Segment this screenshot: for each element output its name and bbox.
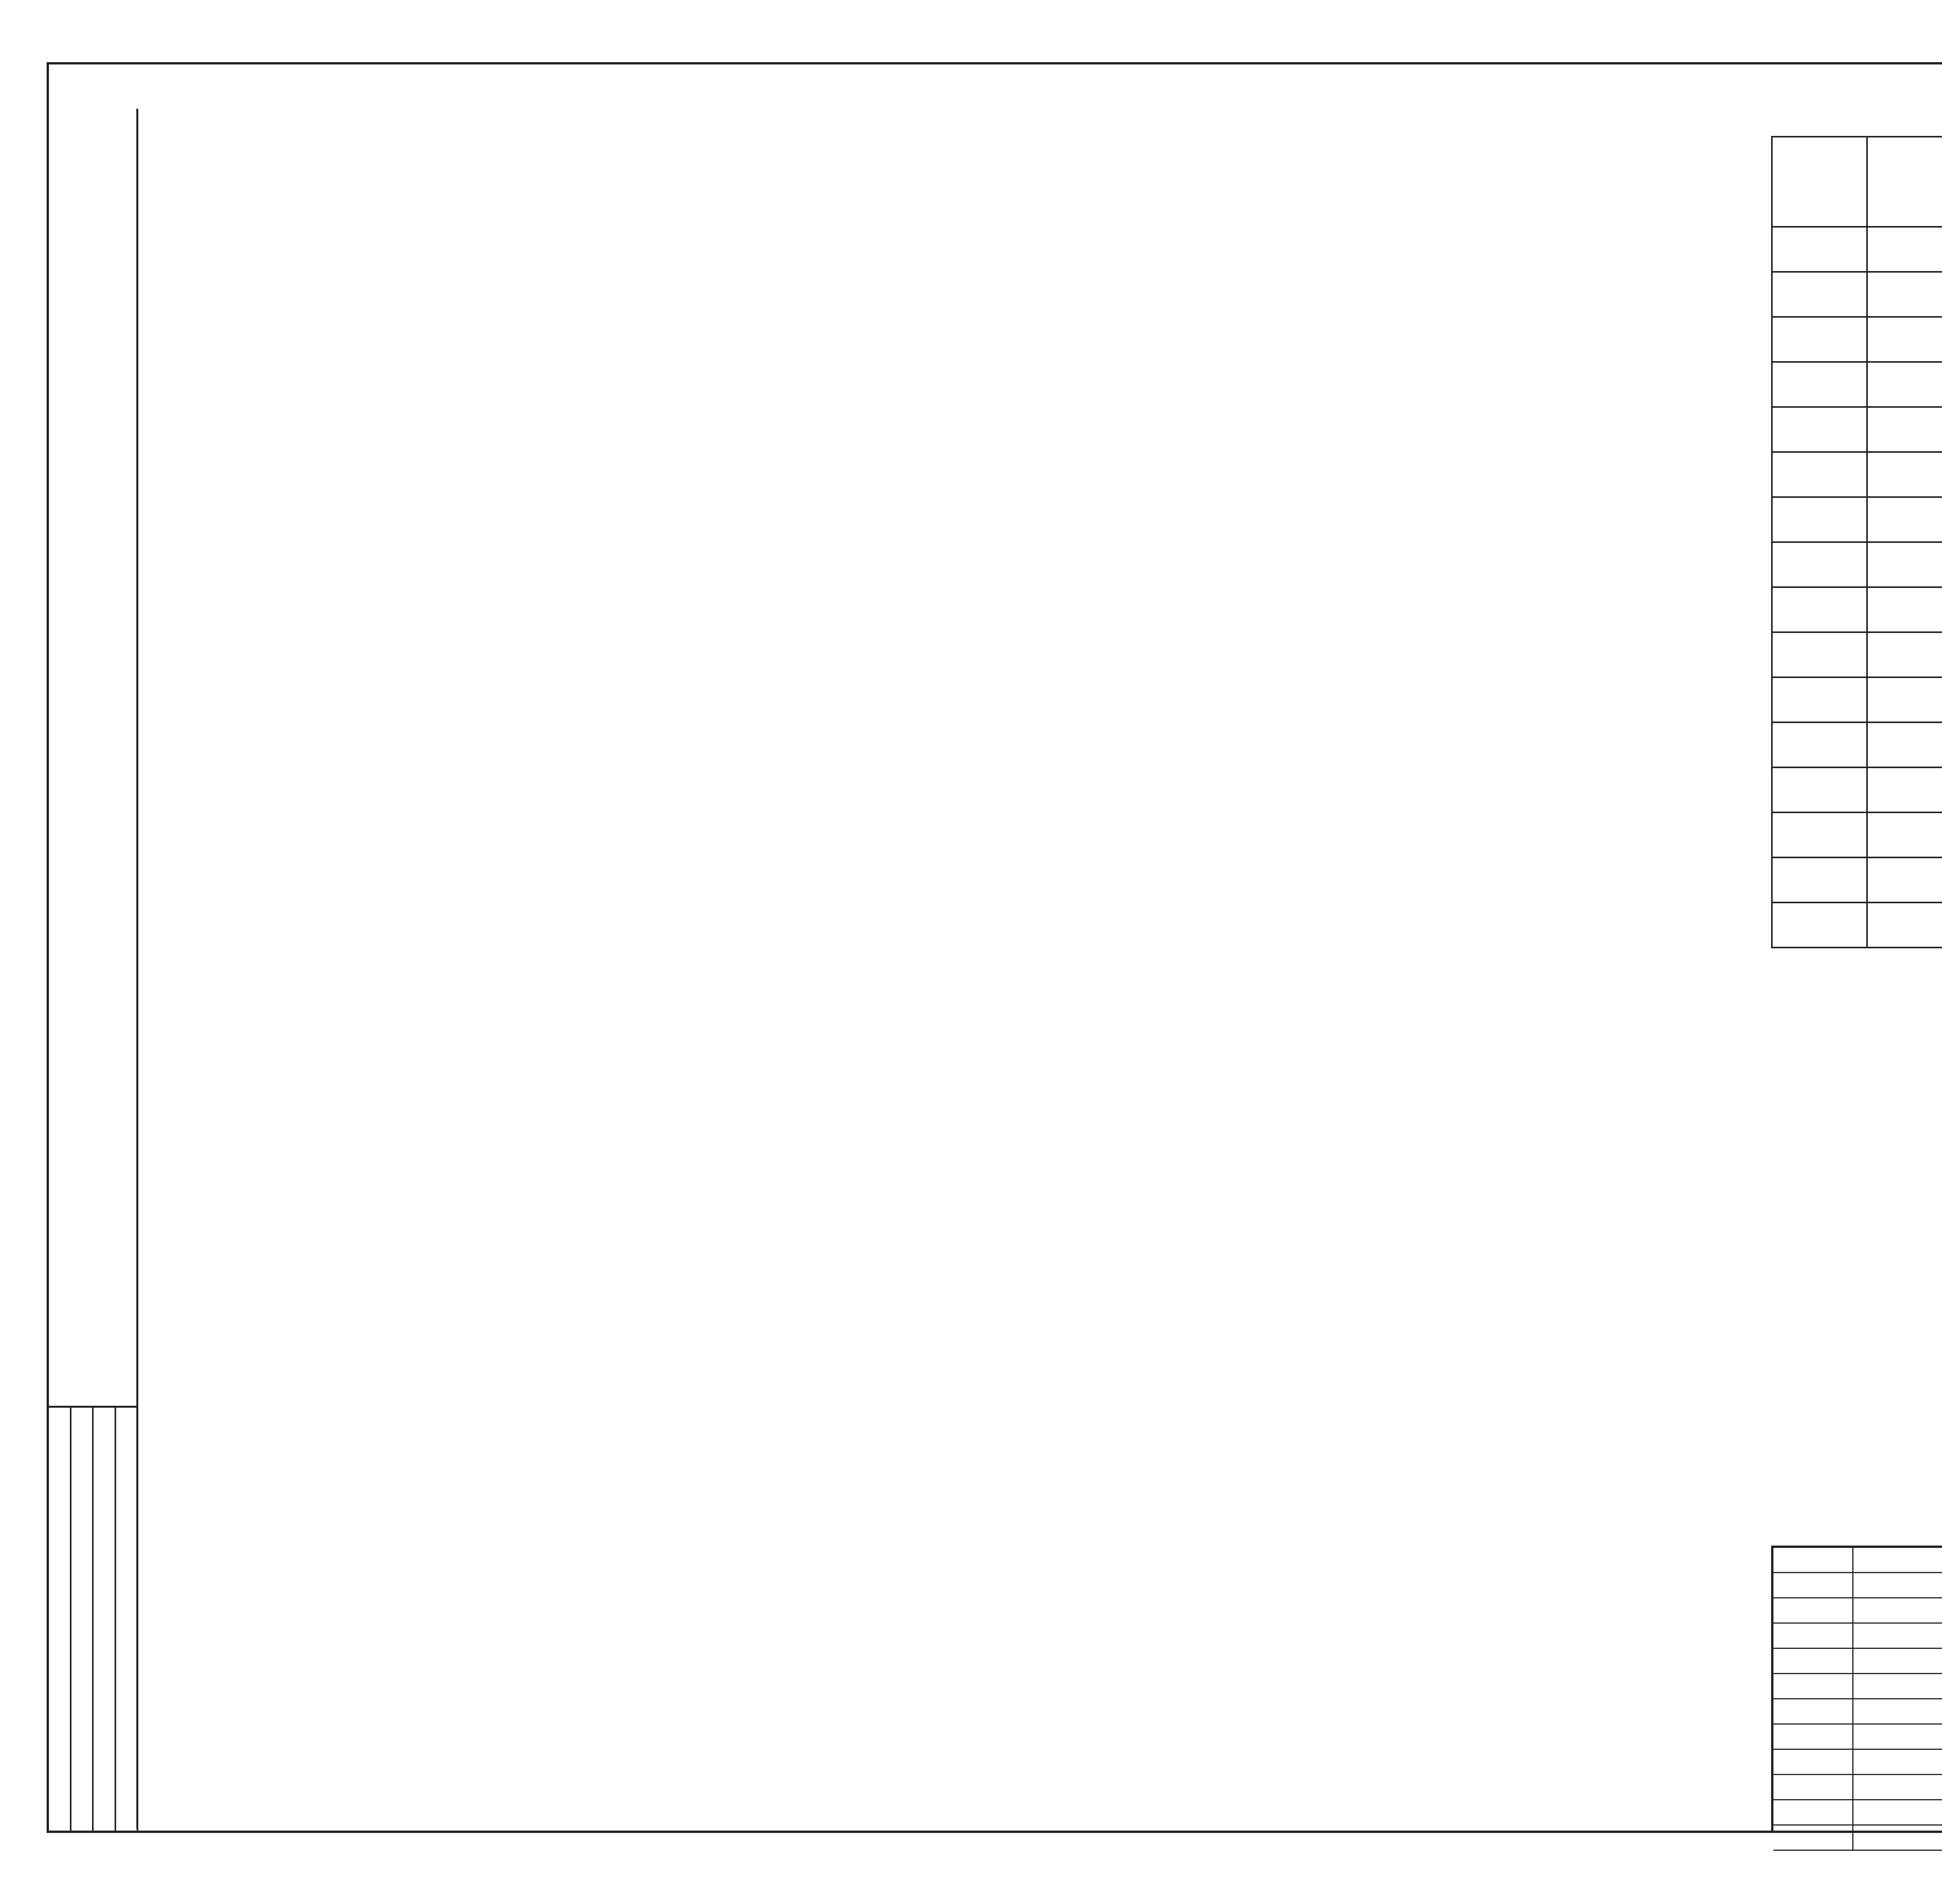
table-row (1772, 497, 1942, 542)
signer-row (1773, 1775, 1942, 1800)
table-cell (1772, 362, 1867, 407)
table-row (1772, 587, 1942, 632)
col-header-name (1772, 137, 1867, 227)
table-cell (1772, 497, 1867, 542)
signer-cell (1773, 1775, 1853, 1799)
signer-row (1773, 1699, 1942, 1725)
signer-cell (1853, 1750, 1942, 1774)
signer-cell (1773, 1750, 1853, 1774)
signer-cell (1773, 1800, 1853, 1824)
tech-data-panel (1771, 128, 1942, 960)
table-cell (1772, 407, 1867, 452)
table-row (1772, 362, 1942, 407)
table-cell (1867, 407, 1942, 452)
signer-cell (1853, 1826, 1942, 1850)
signer-cell (1773, 1699, 1853, 1723)
table-row (1772, 677, 1942, 722)
table-cell (1867, 317, 1942, 362)
table-cell (1772, 812, 1867, 857)
title-block (1771, 1546, 1942, 1833)
table-cell (1772, 857, 1867, 902)
signer-cell (1773, 1826, 1853, 1850)
table-cell (1772, 227, 1867, 272)
table-cell (1772, 677, 1867, 722)
table-row (1772, 407, 1942, 452)
table-cell (1867, 722, 1942, 767)
table-cell (1867, 542, 1942, 587)
signer-row (1773, 1750, 1942, 1775)
signer-row (1773, 1725, 1942, 1750)
col-header-unit (1867, 137, 1942, 227)
signer-row (1773, 1826, 1942, 1851)
table-cell (1867, 227, 1942, 272)
table-row (1772, 632, 1942, 677)
tech-data-table (1771, 136, 1942, 948)
drawing-frame (47, 62, 1942, 1833)
table-row (1772, 767, 1942, 812)
signer-cell (1853, 1800, 1942, 1824)
table-cell (1867, 677, 1942, 722)
signer-row (1773, 1800, 1942, 1826)
signer-cell (1853, 1725, 1942, 1749)
table-cell (1867, 902, 1942, 948)
table-cell (1772, 452, 1867, 497)
table-cell (1772, 722, 1867, 767)
signer-cell (1853, 1775, 1942, 1799)
table-cell (1867, 272, 1942, 317)
table-cell (1772, 272, 1867, 317)
middle-text-column (1010, 128, 1779, 163)
table-cell (1867, 362, 1942, 407)
table-cell (1772, 902, 1867, 948)
table-row (1772, 272, 1942, 317)
table-row (1772, 902, 1942, 948)
signer-cell (1773, 1725, 1853, 1749)
signers-grid (1773, 1548, 1942, 1835)
table-cell (1772, 542, 1867, 587)
table-cell (1867, 452, 1942, 497)
table-row (1772, 452, 1942, 497)
table-cell (1867, 632, 1942, 677)
table-cell (1772, 587, 1867, 632)
table-row (1772, 542, 1942, 587)
table-cell (1867, 587, 1942, 632)
table-cell (1867, 767, 1942, 812)
table-row (1772, 722, 1942, 767)
tech-table-body (1772, 227, 1942, 948)
table-row (1772, 857, 1942, 902)
approval-stamp (49, 1406, 138, 1831)
table-cell (1772, 317, 1867, 362)
table-cell (1867, 857, 1942, 902)
signer-cell (1853, 1699, 1942, 1723)
table-row (1772, 227, 1942, 272)
spine-label (47, 427, 105, 971)
table-cell (1867, 812, 1942, 857)
table-cell (1867, 497, 1942, 542)
table-row (1772, 317, 1942, 362)
table-cell (1772, 767, 1867, 812)
table-cell (1772, 632, 1867, 677)
table-row (1772, 812, 1942, 857)
